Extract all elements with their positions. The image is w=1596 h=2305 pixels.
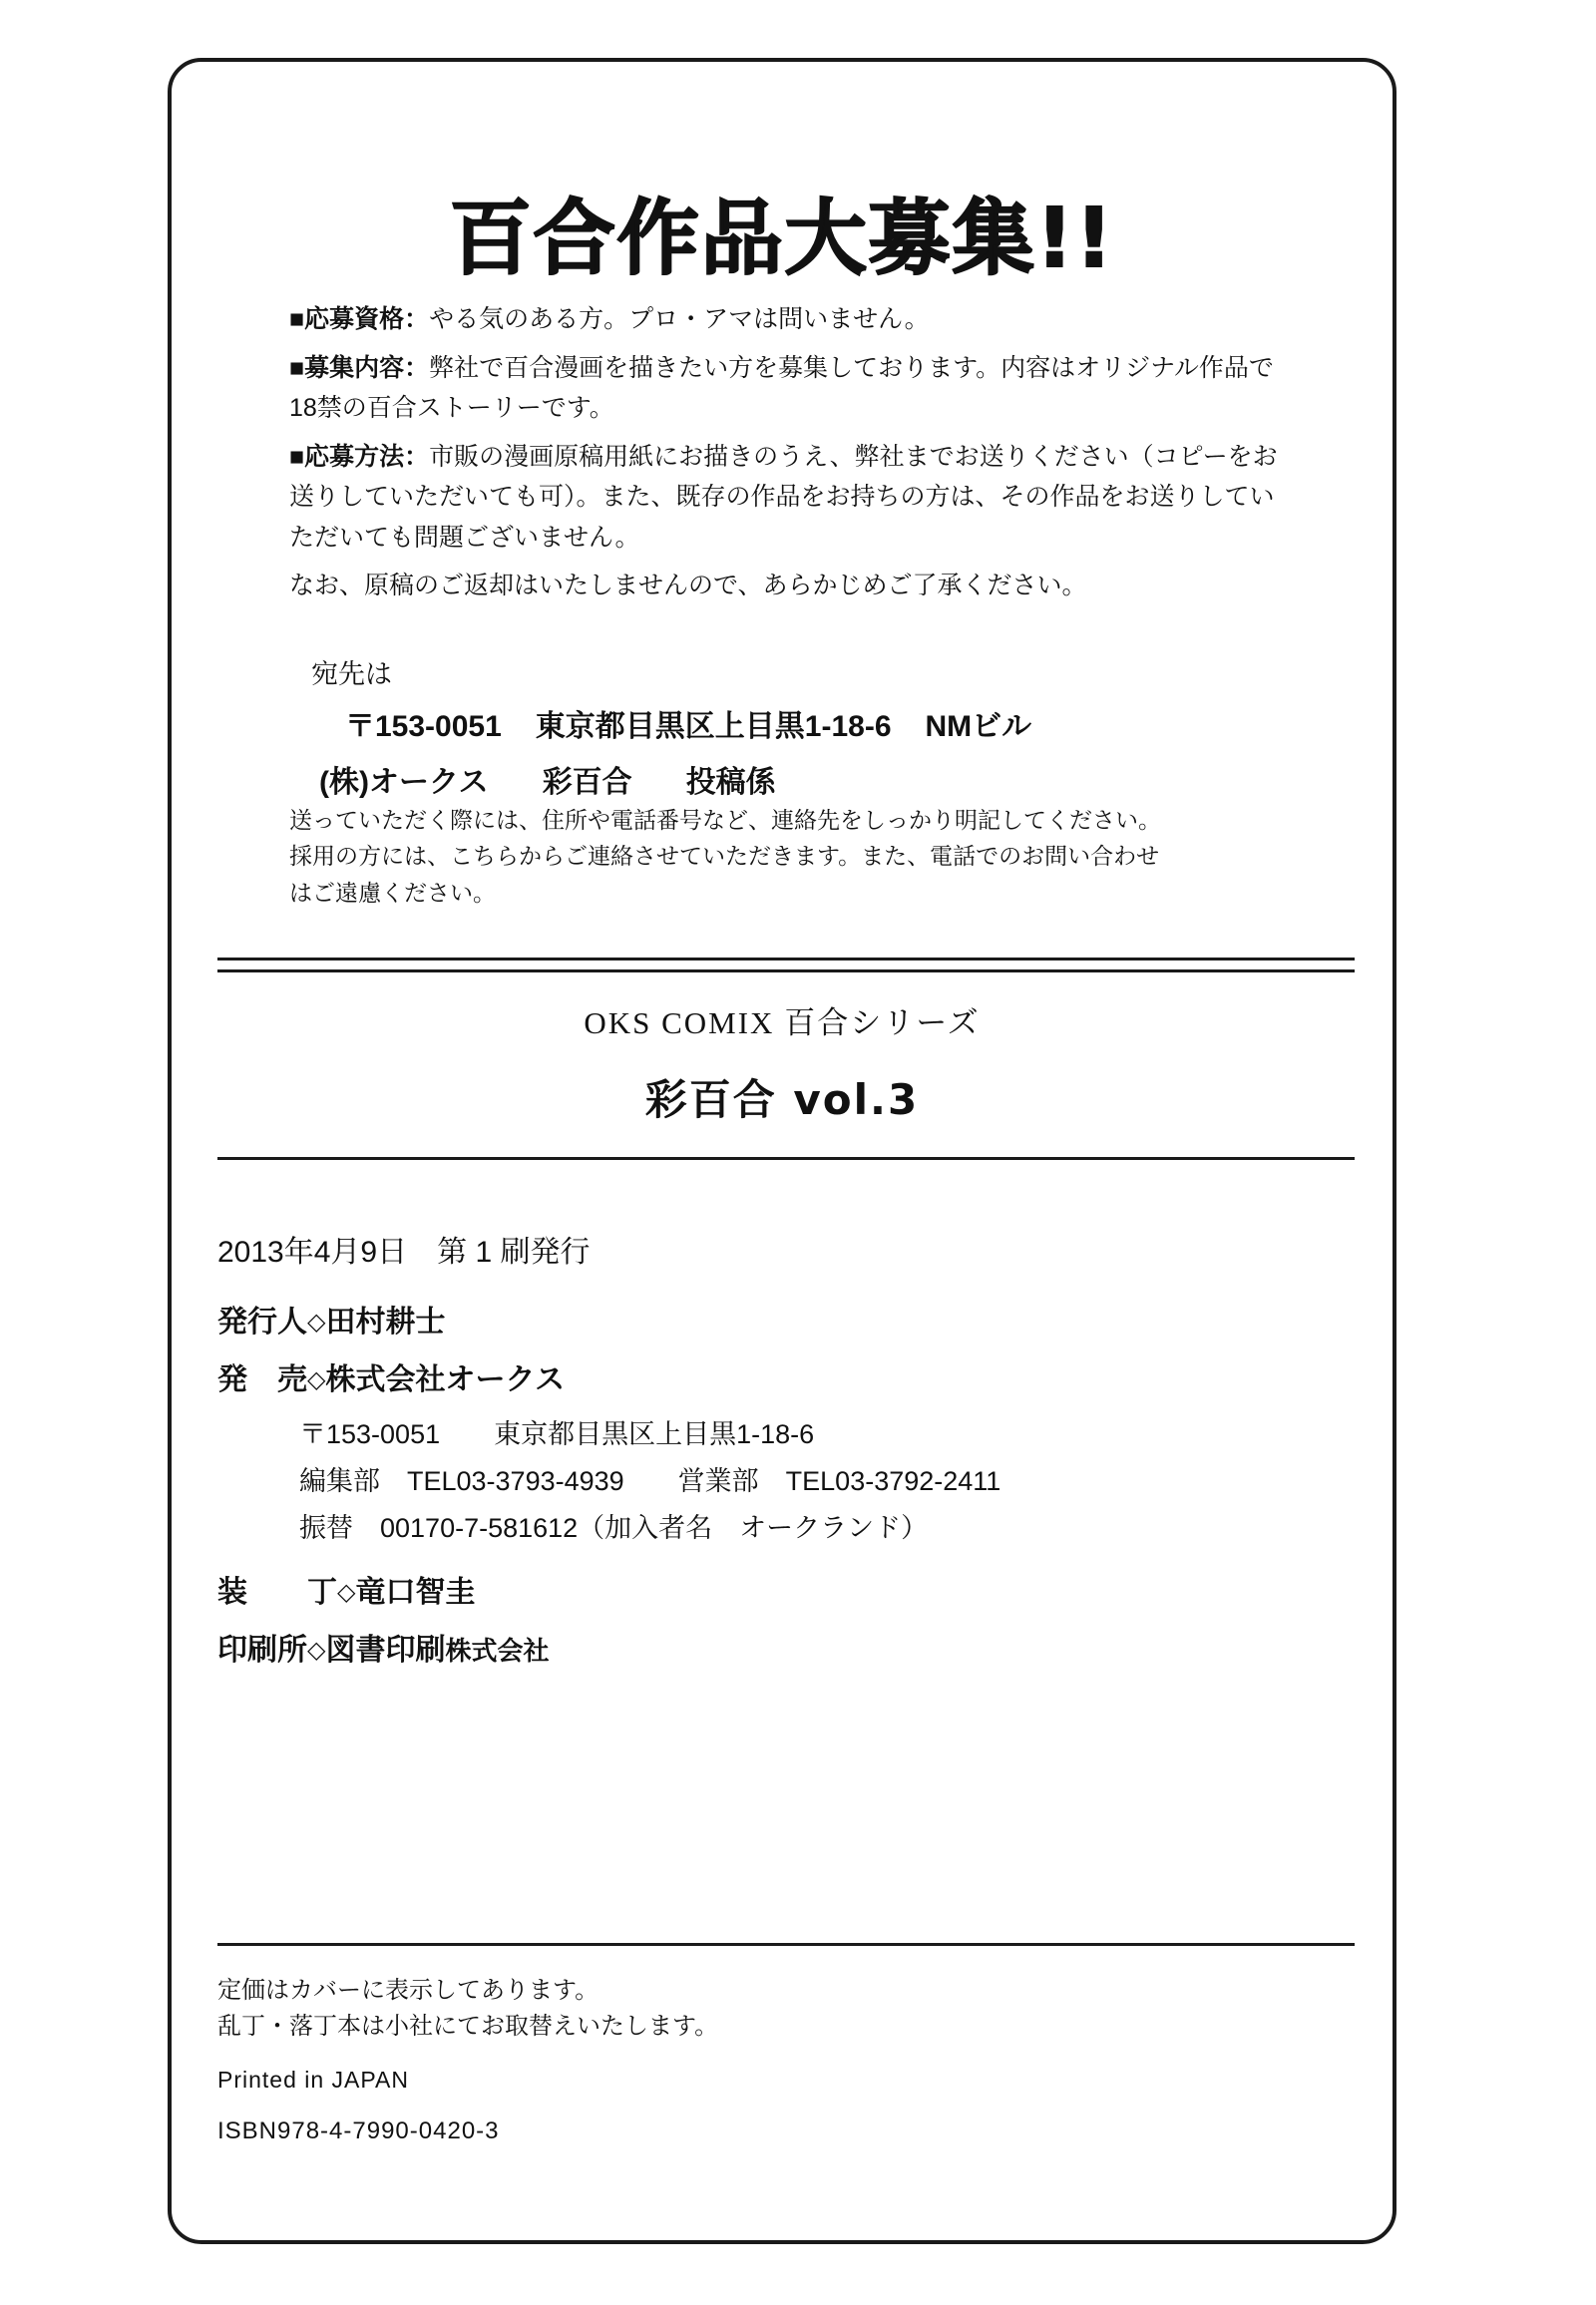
submission-address bbox=[311, 652, 1309, 801]
note-line: 送っていただく際には、住所や電話番号など、連絡先をしっかり明記してください。 bbox=[289, 807, 1161, 833]
recruit-marker-1: ■ bbox=[289, 353, 305, 382]
recruit-marker-0: ■ bbox=[289, 305, 305, 333]
footer-block bbox=[217, 1973, 1215, 2145]
address-line-2 bbox=[319, 757, 1309, 801]
address-street: 東京都目黒区上目黒1-18-6 bbox=[535, 710, 892, 743]
submission-notes bbox=[289, 802, 1327, 911]
page-border-frame bbox=[168, 58, 1396, 2244]
printed-in: Printed in JAPAN bbox=[217, 2067, 409, 2093]
page-inner bbox=[172, 62, 1393, 2240]
diamond-icon: ◇ bbox=[307, 1366, 326, 1393]
isbn: ISBN978-4-7990-0420-3 bbox=[217, 2117, 500, 2144]
recruit-marker-2: ■ bbox=[289, 442, 305, 471]
address-building: NMビル bbox=[925, 710, 1032, 743]
recruit-label-2: 応募方法： bbox=[304, 442, 430, 471]
divider-mid bbox=[217, 1157, 1355, 1160]
colophon-value: 田村耕士 bbox=[325, 1306, 446, 1339]
series-line: OKS COMIX 百合シリーズ bbox=[584, 1005, 981, 1040]
address-title: 彩百合 bbox=[542, 766, 632, 799]
colophon-row-design bbox=[217, 1567, 1393, 1611]
colophon-row-publisher-company bbox=[217, 1354, 1393, 1398]
diamond-icon: ◇ bbox=[307, 1309, 326, 1336]
address-company: (株)オークス bbox=[319, 766, 489, 799]
note-line: 採用の方には、こちらからご連絡させていただきます。また、電話でのお問い合わせ bbox=[289, 843, 1160, 870]
divider-double-top bbox=[217, 958, 1355, 972]
recruit-item bbox=[289, 566, 1297, 606]
colophon-value: 図書印刷 bbox=[325, 1634, 446, 1667]
recruit-item bbox=[289, 299, 1297, 340]
recruitment-section bbox=[289, 299, 1297, 614]
recruit-item bbox=[289, 437, 1297, 559]
colophon-row-printer bbox=[217, 1625, 1393, 1669]
diamond-icon: ◇ bbox=[337, 1579, 356, 1606]
address-lead: 宛先は bbox=[311, 659, 392, 689]
divider-bottom bbox=[217, 1943, 1355, 1946]
recruit-label-0: 応募資格： bbox=[304, 305, 430, 333]
colophon-label: 印刷所 bbox=[217, 1634, 307, 1667]
book-title: 彩百合 vol.3 bbox=[644, 1075, 920, 1124]
publisher-transfer-account: 振替 00170-7-581612（加入者名 オークランド） bbox=[299, 1513, 929, 1543]
publisher-phones: 編集部 TEL03-3793-4939 営業部 TEL03-3792-2411 bbox=[299, 1466, 1001, 1496]
recruit-text-3: なお、原稿のご返却はいたしませんので、あらかじめご了承ください。 bbox=[289, 572, 1087, 599]
address-department: 投稿係 bbox=[685, 766, 776, 799]
recruit-label-1: 募集内容： bbox=[304, 353, 430, 382]
recruit-text-1: 弊社で百合漫画を描きたい方を募集しております。内容はオリジナル作品で18禁の百合ストーリーです。 bbox=[289, 353, 1274, 422]
publication-date: 2013年4月9日 第 1 刷発行 bbox=[217, 1236, 591, 1269]
colophon-row-publisher-person bbox=[217, 1297, 1393, 1341]
footer-defect-note: 乱丁・落丁本は小社にてお取替えいたします。 bbox=[217, 2013, 719, 2040]
footer-price-note: 定価はカバーに表示してあります。 bbox=[217, 1977, 599, 2004]
colophon-block bbox=[172, 1227, 1393, 1683]
colophon-value: 竜口智圭 bbox=[355, 1576, 476, 1609]
recruit-text-0: やる気のある方。プロ・アマは問いません。 bbox=[429, 305, 930, 333]
publisher-address: 〒153-0051 東京都目黒区上目黒1-18-6 bbox=[299, 1419, 815, 1449]
colophon-label: 装 丁 bbox=[217, 1576, 337, 1609]
address-postal-code: 〒153-0051 bbox=[345, 710, 502, 743]
page-title: 百合作品大募集!! bbox=[449, 192, 1115, 286]
colophon-label: 発 売 bbox=[217, 1363, 307, 1396]
note-line: はご遠慮ください。 bbox=[289, 879, 496, 906]
colophon-value-tail: 株式会社 bbox=[445, 1636, 550, 1666]
recruit-text-2: 市販の漫画原稿用紙にお描きのうえ、弊社までお送りください（コピーをお送りしていただいても可）。また、既存の作品をお持ちの方は、その作品をお送りしていただいても問題ございません。 bbox=[289, 442, 1278, 552]
recruit-item bbox=[289, 348, 1297, 429]
colophon-value: 株式会社オークス bbox=[325, 1363, 566, 1396]
address-line-1 bbox=[345, 701, 1309, 745]
colophon-label: 発行人 bbox=[217, 1306, 307, 1339]
diamond-icon: ◇ bbox=[307, 1637, 326, 1664]
